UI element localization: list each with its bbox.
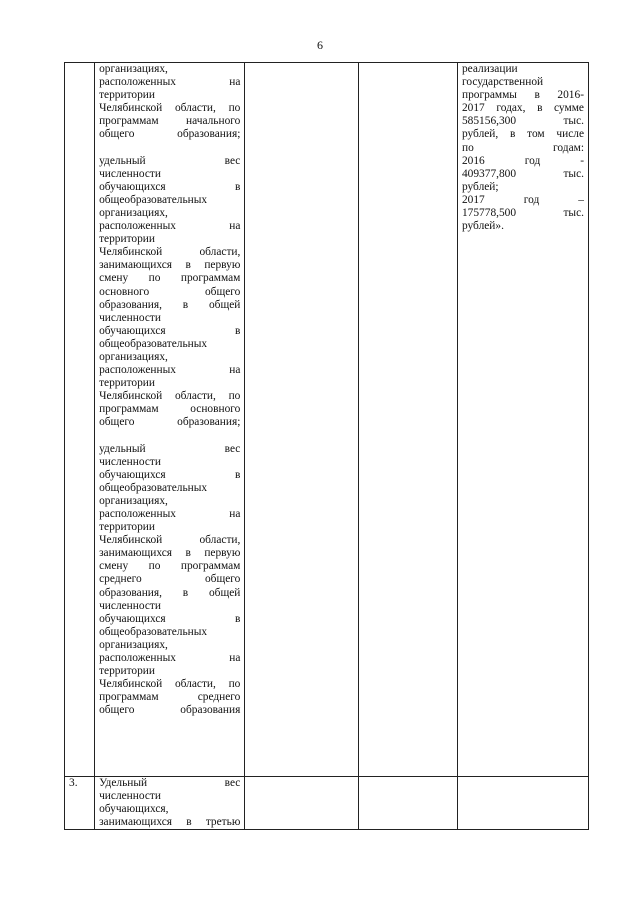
text-line: среднего общего [99,573,241,586]
indicator-paragraph [99,443,240,718]
text-line: численности [99,455,161,468]
text-line: 2017 год – [461,193,584,206]
row-number-cell [65,63,95,777]
text-line: образования, в общей [99,298,241,311]
text-line: Челябинской области, [99,534,241,547]
text-line: рублей». [461,220,504,233]
text-line: расположенных на [99,364,241,377]
funding-text-cell [457,63,588,777]
text-line: организациях, [99,206,168,219]
text-line: расположенных на [99,652,241,665]
text-line: основного общего [99,285,241,298]
text-line: расположенных на [99,508,241,520]
text-line: общеобразовательных [99,481,208,494]
table-row [65,63,589,777]
text-line: территории [99,377,155,390]
text-line: обучающихся в [99,612,241,625]
text-line: расположенных на [99,76,241,89]
indicator-paragraph [99,155,240,430]
text-line: Челябинской области, [99,246,241,259]
empty-cell-col4 [359,63,458,777]
text-line: смену по программам [99,272,241,285]
text-line: территории [99,521,155,534]
text-line: реализации [461,63,518,75]
text-line: обучающихся, [99,803,169,816]
text-line: общеобразовательных [99,193,208,206]
text-line: рублей; [461,180,499,193]
text-line: численности [99,167,161,180]
text-line: Челябинской области, по [99,102,241,115]
indicator-paragraph [99,63,240,142]
text-line: государственной [461,76,544,89]
table-row [65,777,589,830]
indicator-paragraph [99,777,240,829]
text-line: программы в 2016- [461,89,584,102]
text-line: рублей, в том числе [461,128,584,141]
funding-text [462,63,584,233]
page-number: 6 [317,38,323,52]
text-line: обучающихся в [99,468,241,481]
text-line: 2017 годах, в сумме [461,102,584,115]
empty-cell-col5 [457,777,588,830]
empty-cell-col4 [359,777,458,830]
text-line: образования, в общей [99,586,241,599]
text-line: организациях, [99,63,168,75]
text-line: обучающихся в [99,324,241,337]
indicator-text-cell [95,63,245,777]
text-line: 585156,300 тыс. [461,115,584,128]
text-line: организациях, [99,350,168,363]
text-line: территории [99,665,155,678]
text-line: занимающихся в первую [99,259,241,272]
text-line: численности [99,599,161,612]
text-line: 409377,800 тыс. [461,167,584,180]
indicator-paragraphs [99,63,240,718]
text-line: 175778,500 тыс. [461,207,584,220]
text-line: общего образования; [99,128,241,141]
text-line: обучающихся в [99,180,241,193]
text-line: территории [99,233,155,246]
text-line: Челябинской области, по [99,678,241,691]
text-line: общеобразовательных [99,337,208,350]
text-line: общеобразовательных [99,625,208,638]
text-line: территории [99,89,155,102]
empty-cell-col3 [245,63,359,777]
text-line: программам начального [99,115,241,128]
text-line: общего образования [99,704,241,717]
text-line: по годам: [461,141,584,154]
text-line: численности [99,790,161,803]
text-line: занимающихся в первую [99,547,241,560]
program-indicators-table [64,62,589,830]
text-line: программам среднего [99,691,241,704]
text-line: Удельный вес [99,777,241,789]
text-line: 2016 год - [461,154,584,167]
text-line: занимающихся в третью [99,816,241,829]
indicator-text-cell [95,777,245,830]
text-line: организациях, [99,494,168,507]
text-line: удельный вес [99,442,241,455]
text-line: организациях, [99,638,168,651]
empty-cell-col3 [245,777,359,830]
text-line: смену по программам [99,560,241,573]
text-line: Челябинской области, по [99,390,241,403]
text-line: расположенных на [99,220,241,233]
row-number-cell: 3. [65,777,95,830]
text-line: численности [99,311,161,324]
text-line: программам основного [99,403,241,416]
text-line: общего образования; [99,416,241,429]
text-line: удельный вес [99,154,241,167]
